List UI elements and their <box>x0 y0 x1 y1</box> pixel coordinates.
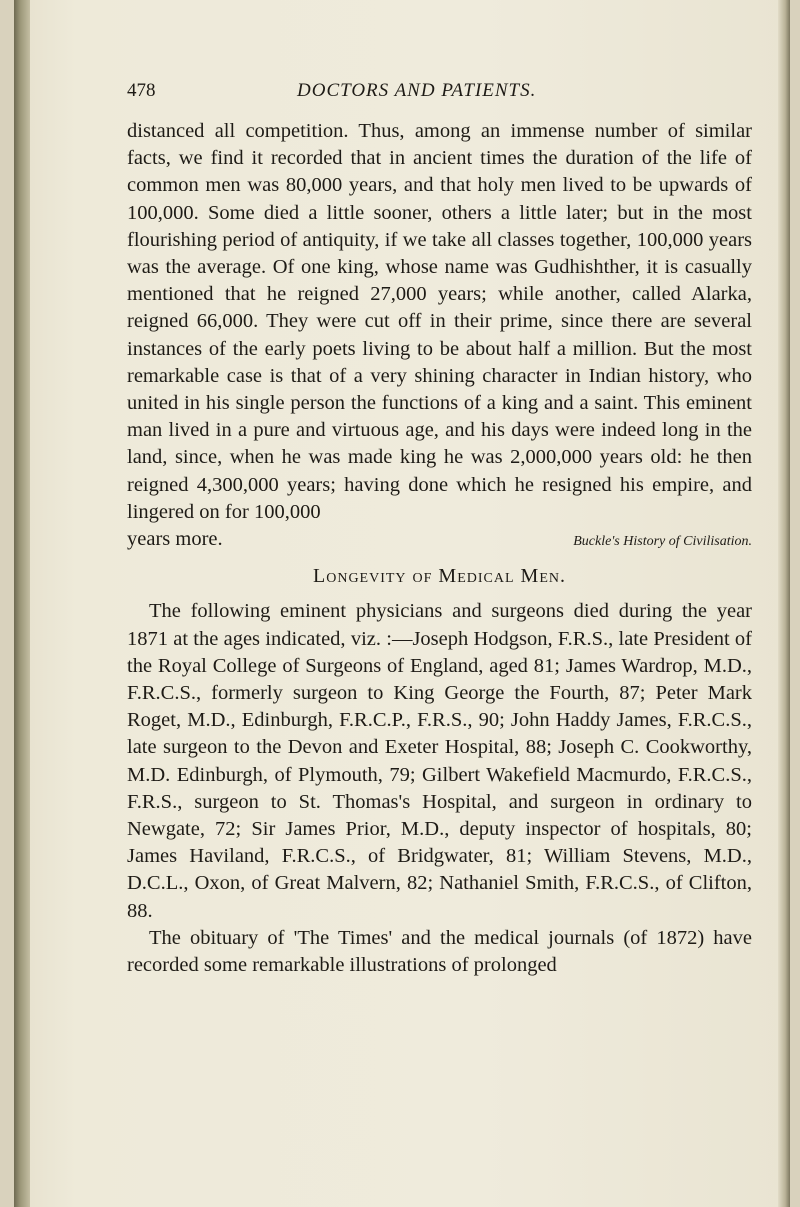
page-edge-shadow <box>778 0 790 1207</box>
source-citation: Buckle's History of Civilisation. <box>573 534 752 550</box>
excerpt-closing-line <box>127 526 752 553</box>
paragraph-physicians-list: The following eminent physicians and surgeons died during the year 1871 at the ages indicated, viz. :—Joseph Hodgson, F.R.S., late President of the Royal College of Surgeons of England, aged 81; James Wardrop, M.D., F.R.C.S., formerly surgeon to King George the Fourth, 87; Peter Mark Roget, M.D., Edinburgh, F.R.C.P., F.R.S., 90; John Haddy James, F.R.C.S., late surgeon to the Devon and Exeter Hospital, 88; Joseph C. Cookworthy, M.D. Edinburgh, of Plymouth, 79; Gilbert Wakefield Macmurdo, F.R.C.S., F.R.S., surgeon to St. Thomas's Hospital, and surgeon in ordinary to Newgate, 72; Sir James Prior, M.D., deputy inspector of hospitals, 80; James Haviland, F.R.C.S., of Bridgwater, 81; William Stevens, M.D., D.C.L., Oxon, of Great Malvern, 82; Nathaniel Smith, F.R.C.S., of Clifton, 88. <box>127 600 752 922</box>
paragraph-buckle-excerpt: distanced all competition. Thus, among an immense number of similar facts, we find it recorded that in ancient times the duration of the life of common men was 80,000 years, and that holy men lived to be upwards of 100,000. Some died a little sooner, others a little later; but in the most flourishing period of antiquity, if we take all classes together, 100,000 years was the average. Of one king, whose name was Gudhishther, it is casually mentioned that he reigned 27,000 years; while another, called Alarka, reigned 66,000. They were cut off in their prime, since there are several instances of the early poets living to be about half a million. But the most remarkable case is that of a very shining character in Indian history, who united in his single person the functions of a king and a saint. This eminent man lived in a pure and virtuous age, and his days were indeed long in the land, since, when he was made king he was 2,000,000 years old: he then reigned 4,300,000 years; having done which he resigned his empire, and lingered on for 100,000 <box>127 120 752 523</box>
section-heading: Longevity of Medical Men. <box>313 565 566 588</box>
book-page <box>14 0 790 1207</box>
running-title: DOCTORS AND PATIENTS. <box>297 80 537 101</box>
page-header <box>127 80 757 110</box>
paragraph-obituary: The obituary of 'The Times' and the medical journals (of 1872) have recorded some remarkable illustrations of prolonged <box>127 926 752 977</box>
page-body <box>127 118 752 979</box>
page-number: 478 <box>127 80 156 101</box>
excerpt-last-words: years more. <box>127 528 223 551</box>
page-binding-shadow <box>14 0 30 1207</box>
